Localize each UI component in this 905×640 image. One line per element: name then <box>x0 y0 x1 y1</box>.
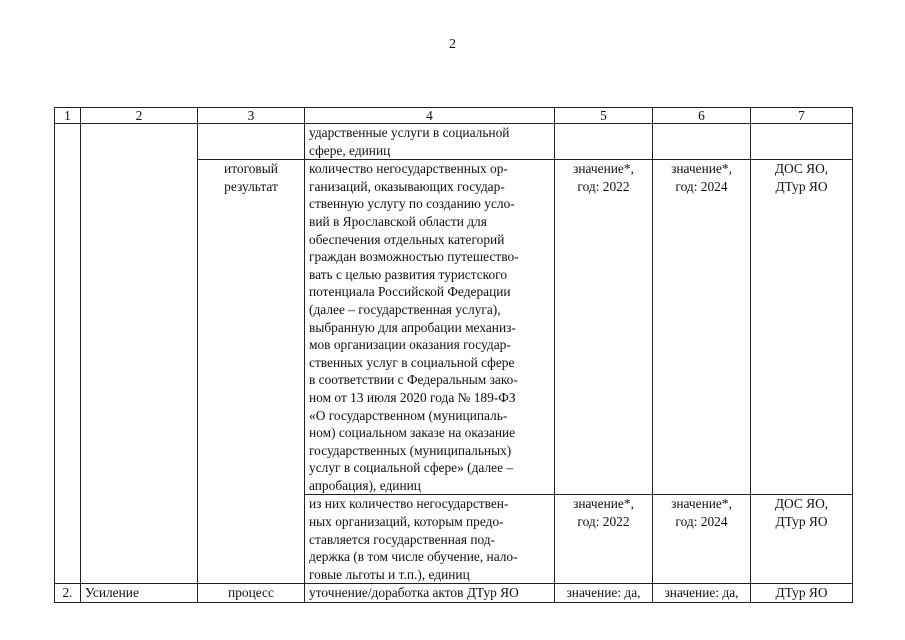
text-line: говые льготы и т.п.), единиц <box>309 566 470 582</box>
text-line: (далее – государственная услуга), <box>309 301 501 317</box>
text-line: год: 2022 <box>577 514 630 530</box>
text-line: год: 2024 <box>675 178 728 194</box>
text-line: ударственные услуги в социальной <box>309 125 510 140</box>
text-line: сфере, единиц <box>309 142 391 158</box>
cell-base-value <box>555 160 653 495</box>
text-line: услуг в социальной сфере» (далее – <box>309 460 514 476</box>
text-line: выбранную для апробации механиз- <box>309 319 516 335</box>
text-line: ставляется государственная под- <box>309 531 496 547</box>
cell-task-empty <box>81 124 198 160</box>
text-line: ных организаций, которым предо- <box>309 514 504 530</box>
header-cell-2: 2 <box>81 108 198 124</box>
header-cell-6: 6 <box>653 108 751 124</box>
cell-number-empty <box>55 124 81 160</box>
cell-number-empty <box>55 160 81 495</box>
text-line: результат <box>224 178 278 194</box>
text-line: граждан возможностью путешество- <box>309 249 519 265</box>
text-line: ганизаций, оказывающих государ- <box>309 178 505 194</box>
text-line: ственных услуг в социальной сфере <box>309 354 515 370</box>
cell-number: 2. <box>55 584 81 603</box>
text-line: вий в Ярославской области для <box>309 213 487 229</box>
cell-task-empty <box>81 160 198 495</box>
table-row-final-result <box>55 160 853 495</box>
cell-base-value: значение: да, <box>555 584 653 603</box>
header-cell-7: 7 <box>751 108 853 124</box>
text-line: потенциала Российской Федерации <box>309 284 511 300</box>
cell-base-empty <box>555 124 653 160</box>
text-line: количество негосударственных ор- <box>309 161 508 177</box>
cell-target-value <box>653 495 751 584</box>
text-line: ДТур ЯО <box>775 514 828 530</box>
cell-indicator-text: уточнение/доработка актов ДТур ЯО <box>305 584 555 603</box>
cell-responsible <box>751 495 853 584</box>
text-line: держка (в том числе обучение, нало- <box>309 549 518 565</box>
header-cell-4: 4 <box>305 108 555 124</box>
cell-task: Усиление <box>81 584 198 603</box>
cell-target-empty <box>653 124 751 160</box>
cell-target-value <box>653 160 751 495</box>
text-line: государственных (муниципальных) <box>309 442 512 458</box>
cell-responsible: ДТур ЯО <box>751 584 853 603</box>
table-row-2 <box>55 584 853 603</box>
cell-task-empty <box>81 495 198 584</box>
text-line: значение*, <box>671 496 732 512</box>
text-line: значение*, <box>573 161 634 177</box>
cell-result-type <box>198 160 305 495</box>
text-line: ственную услугу по созданию усло- <box>309 196 515 212</box>
text-line: мов организации оказания государ- <box>309 337 511 353</box>
cell-target-value: значение: да, <box>653 584 751 603</box>
header-cell-3: 3 <box>198 108 305 124</box>
cell-base-value <box>555 495 653 584</box>
text-line: ДОС ЯО, <box>774 161 829 177</box>
text-line: ДОС ЯО, <box>774 496 829 512</box>
cell-result-type: процесс <box>198 584 305 603</box>
cell-type-empty <box>198 495 305 584</box>
text-line: год: 2024 <box>675 514 728 530</box>
text-line: ДТур ЯО <box>775 178 828 194</box>
text-line: обеспечения отдельных категорий <box>309 231 505 247</box>
cell-responsible-empty <box>751 124 853 160</box>
cell-type-empty <box>198 124 305 160</box>
page-number: 2 <box>449 37 456 52</box>
text-line: итоговый <box>224 161 278 177</box>
text-line: «О государственном (муниципаль- <box>309 407 508 423</box>
cell-indicator-text <box>305 160 555 495</box>
text-line: значение*, <box>573 496 634 512</box>
cell-responsible <box>751 160 853 495</box>
cell-indicator-continuation <box>305 124 555 160</box>
header-cell-5: 5 <box>555 108 653 124</box>
text-line: год: 2022 <box>577 178 630 194</box>
text-line: в соответствии с Федеральным зако- <box>309 372 518 388</box>
text-line: ном) социальном заказе на оказание <box>309 425 516 441</box>
text-line: апробация), единиц <box>309 477 421 493</box>
cell-subindicator-text <box>305 495 555 584</box>
header-cell-1: 1 <box>55 108 81 124</box>
text-line: значение*, <box>671 161 732 177</box>
table-row-subindicator <box>55 495 853 584</box>
cell-number-empty <box>55 495 81 584</box>
text-line: ном от 13 июля 2020 года № 189-ФЗ <box>309 389 516 405</box>
text-line: вать с целью развития туристского <box>309 266 508 282</box>
table-row-continuation <box>55 124 853 160</box>
header-row <box>55 108 853 124</box>
text-line: из них количество негосударствен- <box>309 496 509 512</box>
results-table <box>54 107 853 603</box>
